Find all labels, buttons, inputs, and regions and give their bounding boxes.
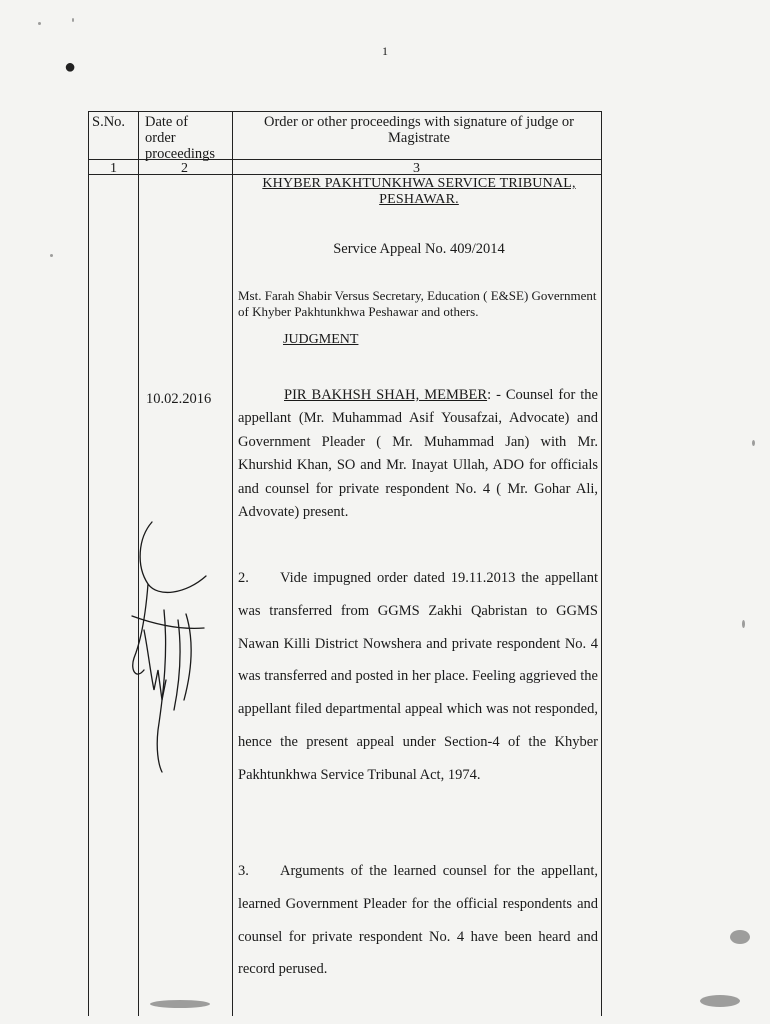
- paragraph-3-text: Arguments of the learned counsel for the appellant, learned Government Pleader for the official respondents and counsel for private respondent No. 4 have been heard and record perused.: [238, 863, 598, 978]
- header-sno: S.No.: [92, 114, 126, 130]
- judgment-heading: JUDGMENT: [283, 332, 359, 347]
- appeal-number: Service Appeal No. 409/2014: [333, 241, 505, 257]
- scan-speck: [742, 620, 745, 628]
- paragraph-number: 3.: [238, 863, 249, 879]
- scan-speck: [38, 22, 41, 25]
- scan-speck: [72, 18, 74, 22]
- scan-speck: [150, 1000, 210, 1008]
- column-number: 2: [181, 161, 188, 176]
- column-divider: [232, 111, 233, 1016]
- member-name: PIR BAKHSH SHAH, MEMBER: [284, 387, 488, 403]
- header-order: Order or other proceedings with signature of judge or Magistrate: [263, 114, 575, 146]
- column-number-rule: [88, 174, 602, 175]
- scan-speck: [50, 254, 53, 257]
- paragraph-3: [238, 855, 598, 986]
- paragraph-1: [238, 384, 598, 524]
- table-top-rule: [88, 111, 602, 112]
- scan-speck: [730, 930, 750, 944]
- paragraph-2-text: Vide impugned order dated 19.11.2013 the appellant was transferred from GGMS Zakhi Qabristan to GGMS Nawan Killi District Nowshera and private respondent No. 4 was transferred and posted in her place. Feeling aggrieved the appellant filed departmental appeal which was not responded, hence the present appeal under Section-4 of the Khyber Pakhtunkhwa Service Tribunal Act, 1974.: [238, 570, 598, 783]
- scan-speck: [700, 995, 740, 1007]
- paragraph-1-text: : - Counsel for the appellant (Mr. Muhammad Asif Yousafzai, Advocate) and Government Pleader ( Mr. Muhammad Jan) with Mr. Khurshid Khan, SO and Mr. Inayat Ullah, ADO for officials and counsel for private respondent No. 4 ( Mr. Gohar Ali, Advovate) present.: [238, 387, 598, 521]
- table-left-border: [88, 111, 89, 1016]
- page-number: 1: [382, 44, 388, 58]
- tribunal-city: PESHAWAR.: [379, 192, 459, 207]
- case-parties: Mst. Farah Shabir Versus Secretary, Education ( E&SE) Government of Khyber Pakhtunkhwa Peshawar and others.: [238, 288, 597, 319]
- tribunal-name: KHYBER PAKHTUNKHWA SERVICE TRIBUNAL,: [262, 176, 576, 191]
- order-date: 10.02.2016: [146, 391, 212, 407]
- judge-signature: [124, 520, 219, 780]
- scan-speck: [752, 440, 755, 446]
- column-number: 3: [413, 161, 420, 176]
- paragraph-number: 2.: [238, 570, 249, 586]
- column-number: 1: [110, 161, 117, 176]
- header-date: Date of order proceedings: [145, 114, 216, 162]
- paragraph-2: [238, 562, 598, 792]
- punch-hole-mark: ●: [64, 56, 77, 78]
